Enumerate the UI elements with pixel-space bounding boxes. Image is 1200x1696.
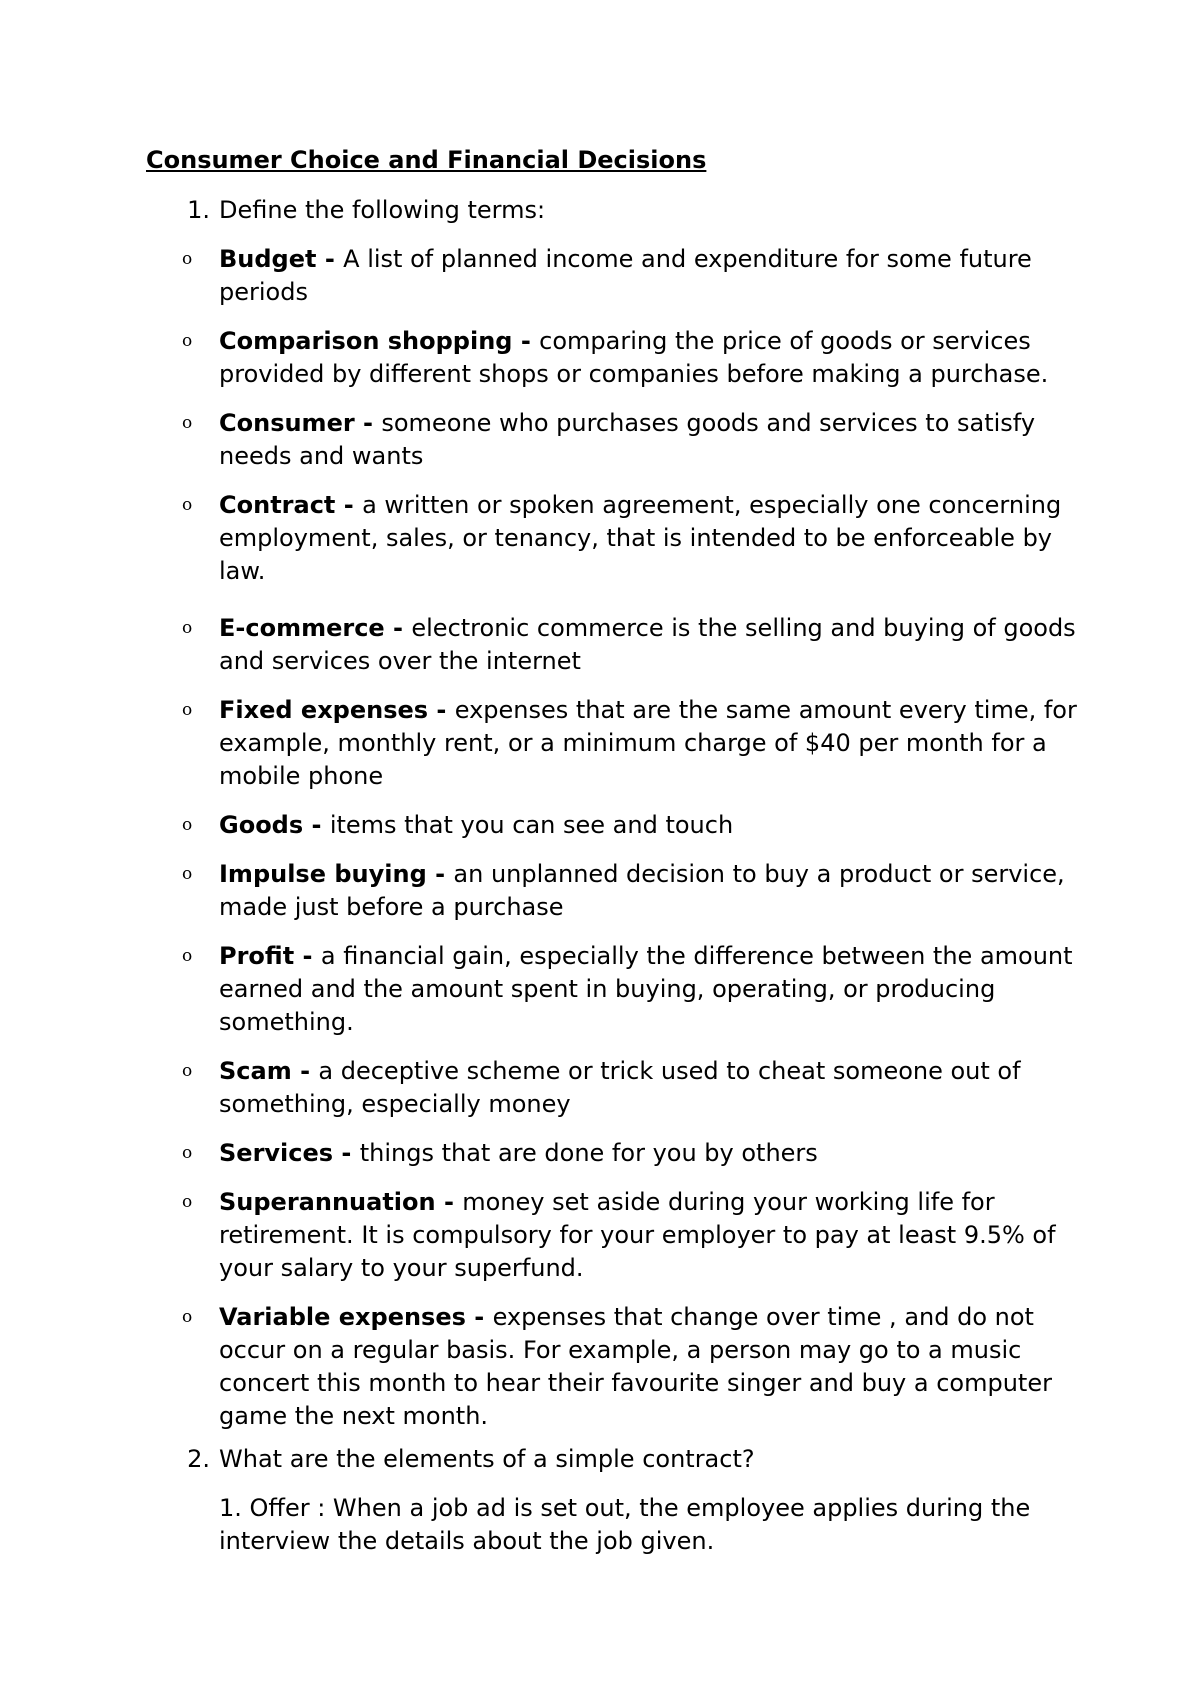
definition-term: Contract - bbox=[219, 491, 363, 519]
answer-offer: 1. Offer : When a job ad is set out, the employee applies during the interview the details about the job given. bbox=[219, 1494, 1031, 1555]
list-bullet: o bbox=[182, 864, 193, 884]
definition-text: a deceptive scheme or trick used to cheat someone out of something, especially money bbox=[219, 1057, 1021, 1118]
definition-term: Superannuation - bbox=[219, 1188, 463, 1216]
definition-item bbox=[219, 243, 1079, 309]
definition-item bbox=[219, 809, 1079, 842]
definition-text: things that are done for you by others bbox=[359, 1139, 818, 1167]
definition-item bbox=[219, 407, 1079, 473]
definition-text: expenses that change over time , and do not occur on a regular basis. For example, a person may go to a music concert this month to hear their favourite singer and buy a computer game the next month. bbox=[219, 1303, 1052, 1430]
list-bullet: o bbox=[182, 1307, 193, 1327]
definition-term: Variable expenses - bbox=[219, 1303, 493, 1331]
definition-term: Fixed expenses - bbox=[219, 696, 455, 724]
list-bullet: o bbox=[182, 495, 193, 515]
definition-term: Profit - bbox=[219, 942, 321, 970]
list-bullet: o bbox=[182, 618, 193, 638]
definition-item bbox=[219, 1055, 1079, 1121]
definition-text: items that you can see and touch bbox=[329, 811, 734, 839]
list-bullet: o bbox=[182, 1143, 193, 1163]
list-bullet: o bbox=[182, 946, 193, 966]
definition-item bbox=[219, 489, 1079, 588]
definition-term: Goods - bbox=[219, 811, 330, 839]
question-1-number: 1. bbox=[187, 196, 210, 224]
definition-term: E-commerce - bbox=[219, 614, 412, 642]
definition-term: Budget - bbox=[219, 245, 344, 273]
definition-text: a financial gain, especially the difference between the amount earned and the amount spent in buying, operating, or producing something. bbox=[219, 942, 1073, 1036]
definition-item bbox=[219, 1301, 1079, 1433]
definition-text: a written or spoken agreement, especially one concerning employment, sales, or tenancy, that is intended to be enforceable by law. bbox=[219, 491, 1062, 585]
question-2-number: 2. bbox=[187, 1445, 210, 1473]
definition-item bbox=[219, 612, 1079, 678]
definition-term: Services - bbox=[219, 1139, 360, 1167]
list-bullet: o bbox=[182, 1192, 193, 1212]
definition-text: electronic commerce is the selling and buying of goods and services over the internet bbox=[219, 614, 1076, 675]
definition-text: comparing the price of goods or services provided by different shops or companies before making a purchase. bbox=[219, 327, 1049, 388]
definition-item bbox=[219, 1137, 1079, 1170]
definition-item bbox=[219, 1186, 1079, 1285]
definition-term: Comparison shopping - bbox=[219, 327, 540, 355]
definition-item bbox=[219, 694, 1079, 793]
definition-term: Impulse buying - bbox=[219, 860, 454, 888]
definition-item bbox=[219, 858, 1079, 924]
definition-term: Consumer - bbox=[219, 409, 382, 437]
definition-term: Scam - bbox=[219, 1057, 319, 1085]
list-bullet: o bbox=[182, 249, 193, 269]
definition-text: money set aside during your working life for retirement. It is compulsory for your employer to pay at least 9.5% of your salary to your superfund. bbox=[219, 1188, 1056, 1282]
question-2-text: What are the elements of a simple contract? bbox=[219, 1445, 755, 1473]
question-1-text: Define the following terms: bbox=[219, 196, 546, 224]
definition-item bbox=[219, 325, 1079, 391]
definition-text: A list of planned income and expenditure for some future periods bbox=[219, 245, 1032, 306]
list-bullet: o bbox=[182, 413, 193, 433]
definition-item bbox=[219, 940, 1079, 1039]
list-bullet: o bbox=[182, 1061, 193, 1081]
page-title: Consumer Choice and Financial Decisions bbox=[146, 146, 707, 174]
list-bullet: o bbox=[182, 815, 193, 835]
definition-text: an unplanned decision to buy a product or service, made just before a purchase bbox=[219, 860, 1065, 921]
list-bullet: o bbox=[182, 700, 193, 720]
list-bullet: o bbox=[182, 331, 193, 351]
definition-text: someone who purchases goods and services to satisfy needs and wants bbox=[219, 409, 1036, 470]
definition-text: expenses that are the same amount every time, for example, monthly rent, or a minimum charge of $40 per month for a mobile phone bbox=[219, 696, 1077, 790]
